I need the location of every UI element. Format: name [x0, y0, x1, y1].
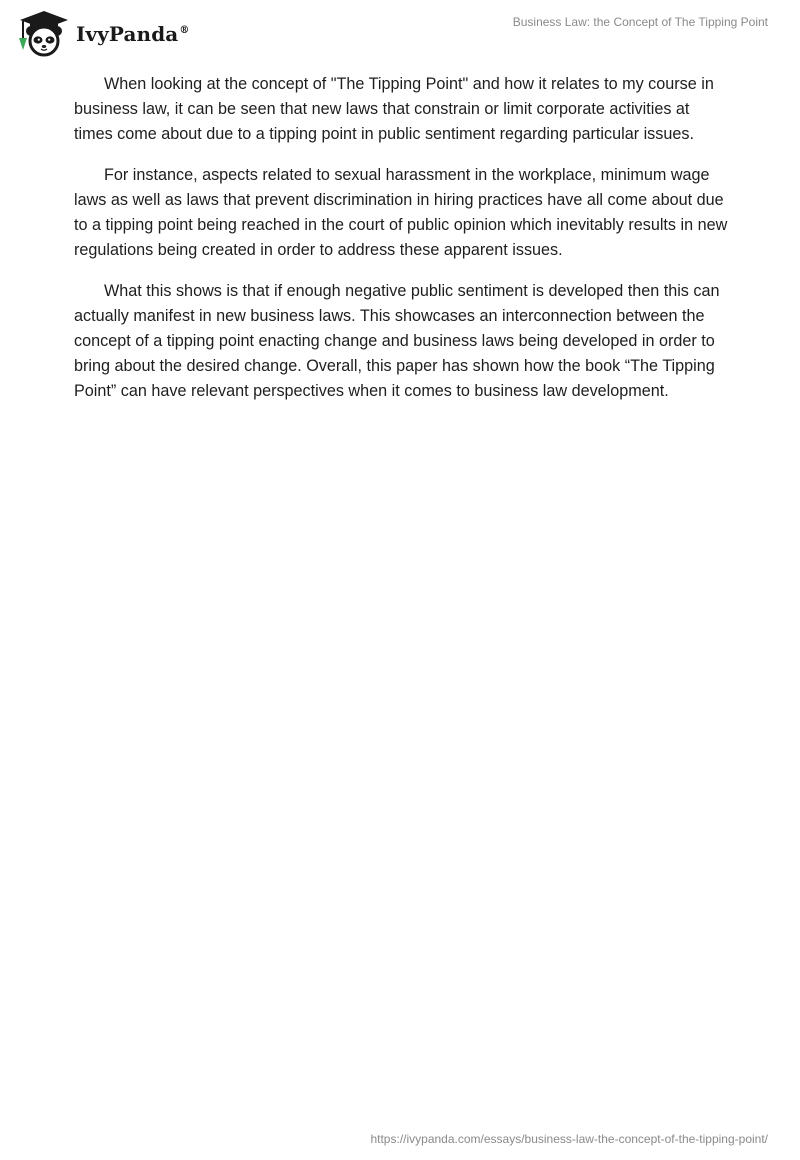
registered-mark: ® [179, 25, 190, 37]
paragraph: When looking at the concept of "The Tipping Point" and how it relates to my course in business law, it can be seen that new laws that constrain or limit corporate activities at times come about due to a tipping point in public sentiment regarding particular issues. [74, 75, 714, 143]
running-head-title: Business Law: the Concept of The Tipping Point [512, 15, 768, 29]
brand-name: IvyPanda® [76, 22, 190, 46]
panda-graduate-icon [14, 8, 70, 58]
paragraph: What this shows is that if enough negative public sentiment is developed then this can actually manifest in new business laws. This showcases an interconnection between the concept of a tipping point enacting change and business laws being developed in order to bring about the desired change. Overall, this paper has shown how the book “The Tipping Point” can have relevant perspectives when it comes to business law development. [74, 282, 720, 400]
paragraph: For instance, aspects related to sexual harassment in the workplace, minimum wage laws as well as laws that prevent discrimination in hiring practices have all come about due to a tipping point being reached in the court of public opinion which inevitably results in new regulations being created in order to address these apparent issues. [74, 166, 728, 259]
essay-body [74, 72, 730, 420]
source-url[interactable]: https://ivypanda.com/essays/business-law-the-concept-of-the-tipping-point/ [370, 1132, 768, 1146]
brand-logo[interactable] [14, 8, 189, 58]
